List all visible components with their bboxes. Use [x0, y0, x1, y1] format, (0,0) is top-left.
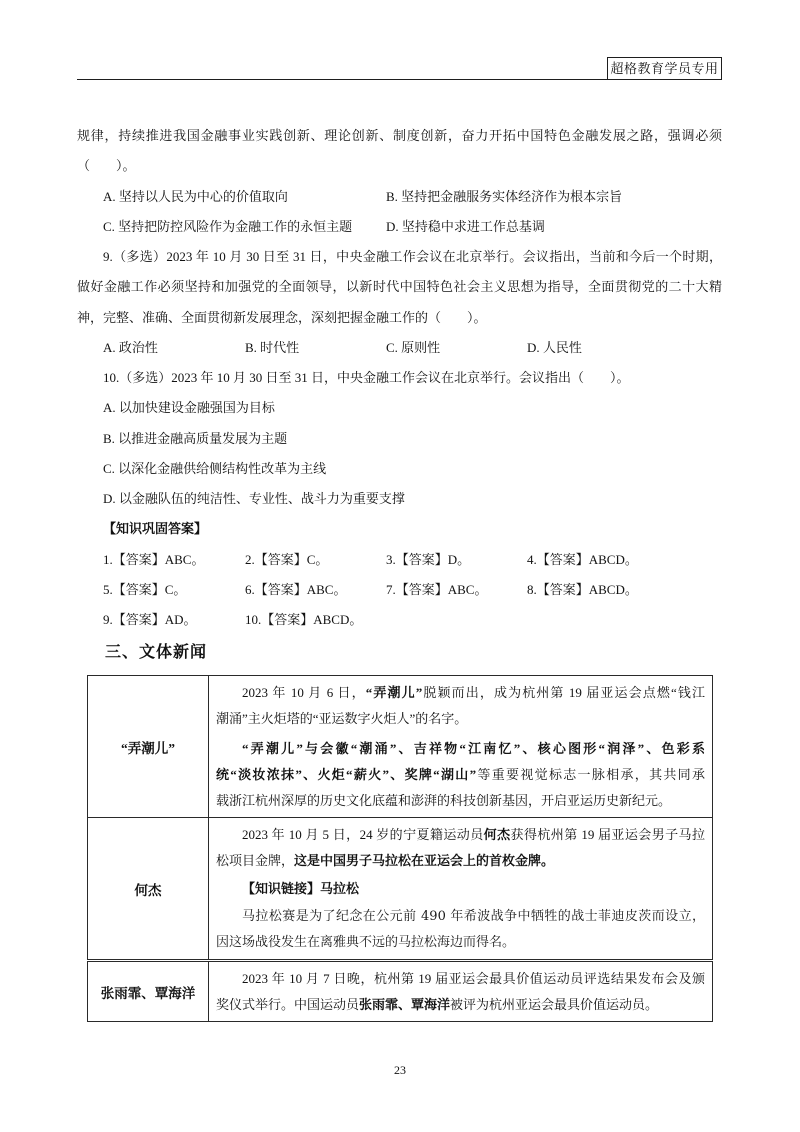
news-text-line — [216, 992, 705, 1018]
q9-option-b: B. 时代性 — [245, 339, 300, 355]
news-text: 脱颖而出，成为杭州第 19 届亚运会点燃“钱江 — [422, 685, 705, 700]
q8-options-row — [77, 182, 722, 212]
answer-item: 2.【答案】C。 — [245, 551, 329, 567]
knowledge-link-paragraph — [216, 904, 705, 956]
news-table — [87, 675, 713, 1022]
news-label: 张雨霏、覃海洋 — [88, 961, 209, 1022]
news-text: 奖仪式举行。中国运动员 — [216, 997, 360, 1012]
answer-item: 9.【答案】AD。 — [103, 612, 197, 627]
q10-option-d: D. 以金融队伍的纯洁性、专业性、战斗力为重要支撑 — [103, 491, 405, 506]
news-highlight-text: 何杰 — [483, 827, 511, 842]
news-highlight-text: 张雨霏、覃海洋 — [359, 997, 451, 1012]
news-text-line — [216, 876, 705, 902]
news-label: 何杰 — [88, 818, 209, 961]
q9-option-a: A. 政治性 — [103, 339, 158, 355]
news-highlight-text: 这是中国男子马拉松在亚运会上的首枚金牌。 — [294, 853, 555, 868]
news-content — [209, 961, 713, 1022]
answer-item: 3.【答案】D。 — [386, 551, 471, 567]
answer-item: 7.【答案】ABC。 — [386, 581, 488, 597]
question-block — [77, 121, 722, 635]
news-text-line — [216, 904, 705, 930]
news-text: 获得杭州第 19 届亚运会男子马拉 — [510, 827, 705, 842]
news-text: 因这场战役发生在离雅典不远的马拉松海边而得名。 — [216, 935, 516, 950]
news-row — [88, 961, 713, 1022]
q8-stem-line: （ ）。 — [77, 158, 136, 174]
answers-row — [77, 545, 722, 575]
news-text: 被评为杭州亚运会最具价值运动员。 — [450, 997, 659, 1012]
news-highlight-text: 统“淡妆浓抹”、火炬“薪火”、奖牌“湖山” — [216, 767, 477, 782]
q10-option-c: C. 以深化金融供给侧结构性改革为主线 — [103, 460, 327, 476]
q9-stem-line: 神，完整、准确、全面贯彻新发展理念，深刻把握金融工作的（ ）。 — [77, 309, 487, 325]
news-text-line — [216, 788, 705, 814]
news-text: 2023 年 10 月 6 日， — [242, 685, 366, 700]
news-text: 等重要视觉标志一脉相承，其共同承 — [476, 767, 705, 782]
q10-option-b: B. 以推进金融高质量发展为主题 — [103, 430, 288, 446]
news-text: 2023 年 10 月 5 日，24 岁的宁夏籍运动员 — [242, 827, 484, 842]
news-text-line — [216, 822, 705, 848]
q9-option-c: C. 原则性 — [386, 339, 441, 355]
news-text: 马拉松赛是为了纪念在公元前 490 年希波战争中牺牲的战士菲迪皮茨而设立， — [242, 909, 705, 924]
news-paragraph — [216, 680, 705, 732]
answer-item: 1.【答案】ABC。 — [103, 551, 205, 567]
q8-options-row — [77, 212, 722, 242]
knowledge-link-heading — [216, 876, 705, 902]
news-highlight-text: “弄潮儿” — [365, 685, 423, 700]
answers-row — [77, 575, 722, 605]
news-text-line — [216, 680, 705, 706]
news-text-line — [216, 706, 705, 732]
q10-option-a: A. 以加快建设金融强国为目标 — [103, 400, 275, 416]
q9-options-row — [77, 333, 722, 363]
news-label: “弄潮儿” — [88, 676, 209, 818]
news-content — [209, 818, 713, 961]
news-row — [88, 676, 713, 818]
q8-option-b: B. 坚持把金融服务实体经济作为根本宗旨 — [386, 188, 623, 204]
news-row — [88, 818, 713, 961]
answer-item: 6.【答案】ABC。 — [245, 581, 347, 597]
q8-option-d: D. 坚持稳中求进工作总基调 — [386, 218, 545, 234]
answer-item: 10.【答案】ABCD。 — [245, 612, 363, 627]
q8-option-a: A. 坚持以人民为中心的价值取向 — [103, 188, 288, 204]
answer-item: 4.【答案】ABCD。 — [527, 551, 638, 567]
news-text: 松项目金牌， — [216, 853, 295, 868]
news-text-line — [216, 736, 705, 762]
answers-row — [77, 605, 722, 635]
news-text-line — [216, 966, 705, 992]
answer-item: 5.【答案】C。 — [103, 581, 187, 597]
news-text: 载浙江杭州深厚的历史文化底蕴和澎湃的科技创新基因，开启亚运历史新纪元。 — [216, 793, 672, 808]
answer-item: 8.【答案】ABCD。 — [527, 581, 638, 597]
news-text-line — [216, 930, 705, 956]
q9-stem-line: 做好金融工作必须坚持和加强党的全面领导，以新时代中国特色社会主义思想为指导，全面贯彻党的二十大精 — [77, 279, 722, 295]
news-paragraph — [216, 966, 705, 1018]
q10-stem: 10.（多选）2023 年 10 月 30 日至 31 日，中央金融工作会议在北京举行。会议指出（ ）。 — [103, 370, 630, 385]
news-text-line — [216, 762, 705, 788]
answers-heading: 【知识巩固答案】 — [103, 521, 208, 537]
news-highlight-text: “弄潮儿”与会徽“潮涌”、吉祥物“江南忆”、核心图形“润泽”、色彩系 — [242, 741, 705, 756]
news-text-line — [216, 848, 705, 874]
news-content — [209, 676, 713, 818]
news-paragraph — [216, 822, 705, 874]
q8-option-c: C. 坚持把防控风险作为金融工作的永恒主题 — [103, 218, 353, 234]
news-paragraph — [216, 736, 705, 814]
q8-stem-line: 规律，持续推进我国金融事业实践创新、理论创新、制度创新，奋力开拓中国特色金融发展之路，强调必须 — [77, 128, 722, 143]
news-text: 2023 年 10 月 7 日晚，杭州第 19 届亚运会最具价值运动员评选结果发布会及颁 — [242, 971, 705, 986]
news-highlight-text: 【知识链接】马拉松 — [242, 881, 360, 896]
news-text: 潮涌”主火炬塔的“亚运数字火炬人”的名字。 — [216, 711, 468, 726]
header-badge: 超格教育学员专用 — [607, 57, 722, 80]
q9-stem-line: 9.（多选）2023 年 10 月 30 日至 31 日，中央金融工作会议在北京举行。会议指出，当前和今后一个时期， — [103, 249, 722, 264]
section-title: 三、文体新闻 — [105, 644, 208, 661]
q9-option-d: D. 人民性 — [527, 339, 582, 355]
page-number: 23 — [394, 1063, 406, 1077]
